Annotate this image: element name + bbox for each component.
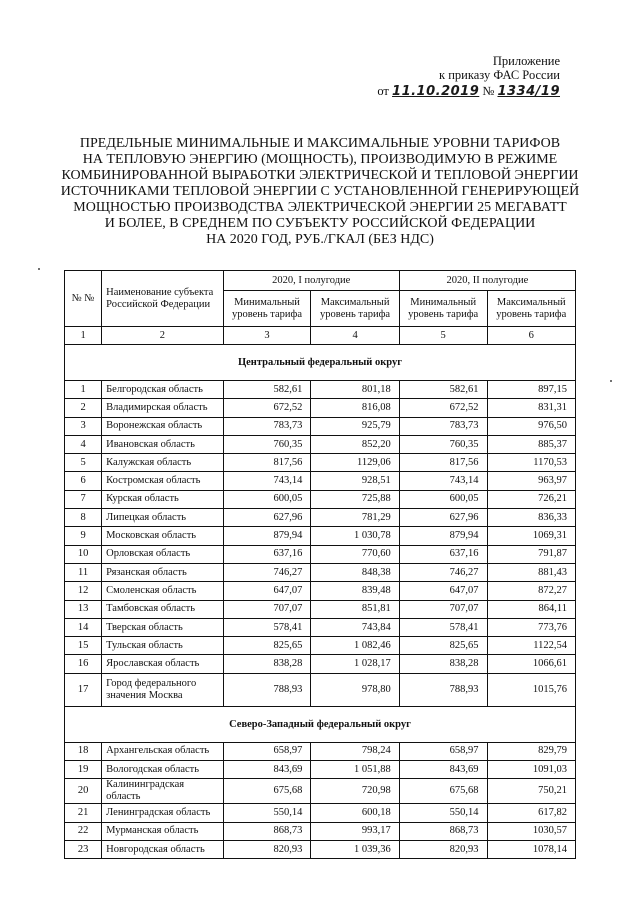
max-tariff-h2: 617,82	[487, 804, 575, 822]
min-tariff-h1: 746,27	[223, 563, 311, 581]
max-tariff-h2: 1069,31	[487, 527, 575, 545]
row-number: 11	[65, 563, 102, 581]
row-number: 18	[65, 742, 102, 760]
min-tariff-h2: 647,07	[399, 582, 487, 600]
min-tariff-h1: 843,69	[223, 761, 311, 779]
min-tariff-h1: 868,73	[223, 822, 311, 840]
min-tariff-h2: 582,61	[399, 381, 487, 399]
row-number: 2	[65, 399, 102, 417]
max-tariff-h2: 836,33	[487, 509, 575, 527]
max-tariff-h1: 848,38	[311, 563, 399, 581]
max-tariff-h2: 831,31	[487, 399, 575, 417]
header-period-1: 2020, I полугодие	[223, 271, 399, 291]
min-tariff-h1: 627,96	[223, 509, 311, 527]
region-name: Рязанская область	[102, 563, 224, 581]
region-name: Курская область	[102, 490, 224, 508]
row-number: 8	[65, 509, 102, 527]
max-tariff-h2: 1066,61	[487, 655, 575, 673]
min-tariff-h1: 707,07	[223, 600, 311, 618]
min-tariff-h2: 788,93	[399, 673, 487, 706]
scan-speck	[38, 268, 40, 270]
min-tariff-h1: 817,56	[223, 454, 311, 472]
max-tariff-h1: 993,17	[311, 822, 399, 840]
table-row	[65, 673, 576, 706]
order-date: 11.10.2019	[392, 84, 480, 99]
min-tariff-h1: 550,14	[223, 804, 311, 822]
min-tariff-h1: 788,93	[223, 673, 311, 706]
region-name: Тамбовская область	[102, 600, 224, 618]
min-tariff-h1: 582,61	[223, 381, 311, 399]
region-name: Ленинградская область	[102, 804, 224, 822]
max-tariff-h1: 1 028,17	[311, 655, 399, 673]
min-tariff-h2: 600,05	[399, 490, 487, 508]
min-tariff-h2: 868,73	[399, 822, 487, 840]
title-line: КОМБИНИРОВАННОЙ ВЫРАБОТКИ ЭЛЕКТРИЧЕСКОЙ И ТЕПЛОВОЙ ЭНЕРГИИ	[61, 168, 579, 183]
min-tariff-h2: 550,14	[399, 804, 487, 822]
federal-district-row	[65, 706, 576, 742]
table-row	[65, 381, 576, 399]
title-line: И БОЛЕЕ, В СРЕДНЕМ ПО СУБЪЕКТУ РОССИЙСКОЙ ФЕДЕРАЦИИ	[104, 216, 536, 231]
row-number: 10	[65, 545, 102, 563]
row-number: 22	[65, 822, 102, 840]
region-name: Владимирская область	[102, 399, 224, 417]
order-line	[330, 84, 560, 99]
max-tariff-h2: 750,21	[487, 779, 575, 804]
table-row	[65, 618, 576, 636]
region-name: Мурманская область	[102, 822, 224, 840]
table-row	[65, 563, 576, 581]
min-tariff-h2: 760,35	[399, 435, 487, 453]
max-tariff-h2: 1122,54	[487, 637, 575, 655]
region-name: Город федерального значения Москва	[102, 673, 224, 706]
min-tariff-h2: 820,93	[399, 840, 487, 858]
min-tariff-h1: 658,97	[223, 742, 311, 760]
row-number: 7	[65, 490, 102, 508]
table-row	[65, 399, 576, 417]
row-number: 20	[65, 779, 102, 804]
column-number: 5	[399, 327, 487, 345]
min-tariff-h2: 817,56	[399, 454, 487, 472]
min-tariff-h2: 627,96	[399, 509, 487, 527]
max-tariff-h1: 1 051,88	[311, 761, 399, 779]
table-row	[65, 417, 576, 435]
scan-speck	[610, 380, 612, 382]
min-tariff-h2: 743,14	[399, 472, 487, 490]
max-tariff-h2: 897,15	[487, 381, 575, 399]
document-title	[60, 136, 580, 248]
federal-district-title: Центральный федеральный округ	[65, 345, 576, 381]
row-number: 16	[65, 655, 102, 673]
table-header-row	[65, 271, 576, 291]
max-tariff-h1: 781,29	[311, 509, 399, 527]
max-tariff-h1: 978,80	[311, 673, 399, 706]
max-tariff-h2: 976,50	[487, 417, 575, 435]
max-tariff-h2: 1078,14	[487, 840, 575, 858]
table-row	[65, 509, 576, 527]
table-row	[65, 472, 576, 490]
min-tariff-h1: 647,07	[223, 582, 311, 600]
max-tariff-h2: 726,21	[487, 490, 575, 508]
table-row	[65, 822, 576, 840]
max-tariff-h1: 770,60	[311, 545, 399, 563]
region-name: Тульская область	[102, 637, 224, 655]
region-name: Орловская область	[102, 545, 224, 563]
row-number: 9	[65, 527, 102, 545]
order-no-label: №	[482, 84, 495, 98]
table-row	[65, 527, 576, 545]
max-tariff-h2: 885,37	[487, 435, 575, 453]
min-tariff-h2: 658,97	[399, 742, 487, 760]
max-tariff-h1: 743,84	[311, 618, 399, 636]
column-number: 4	[311, 327, 399, 345]
column-number: 6	[487, 327, 575, 345]
region-name: Ярославская область	[102, 655, 224, 673]
region-name: Белгородская область	[102, 381, 224, 399]
table-row	[65, 779, 576, 804]
max-tariff-h1: 925,79	[311, 417, 399, 435]
region-name: Архангельская область	[102, 742, 224, 760]
max-tariff-h2: 791,87	[487, 545, 575, 563]
title-line: ИСТОЧНИКАМИ ТЕПЛОВОЙ ЭНЕРГИИ С УСТАНОВЛЕННОЙ ГЕНЕРИРУЮЩЕЙ	[60, 184, 580, 199]
min-tariff-h1: 600,05	[223, 490, 311, 508]
table-row	[65, 804, 576, 822]
table-body	[65, 345, 576, 859]
min-tariff-h1: 760,35	[223, 435, 311, 453]
region-name: Воронежская область	[102, 417, 224, 435]
row-number: 13	[65, 600, 102, 618]
max-tariff-h1: 851,81	[311, 600, 399, 618]
row-number: 12	[65, 582, 102, 600]
max-tariff-h2: 872,27	[487, 582, 575, 600]
min-tariff-h1: 820,93	[223, 840, 311, 858]
max-tariff-h1: 928,51	[311, 472, 399, 490]
min-tariff-h1: 672,52	[223, 399, 311, 417]
federal-district-title: Северо-Западный федеральный округ	[65, 706, 576, 742]
table-row	[65, 582, 576, 600]
row-number: 4	[65, 435, 102, 453]
title-line: ПРЕДЕЛЬНЫЕ МИНИМАЛЬНЫЕ И МАКСИМАЛЬНЫЕ УРОВНИ ТАРИФОВ	[79, 136, 561, 151]
table-row	[65, 637, 576, 655]
region-name: Смоленская область	[102, 582, 224, 600]
appendix-label: Приложение	[492, 54, 560, 68]
column-number-row	[65, 327, 576, 345]
header-region-name: Наименование субъекта Российской Федерации	[102, 271, 224, 327]
min-tariff-h2: 675,68	[399, 779, 487, 804]
max-tariff-h2: 1170,53	[487, 454, 575, 472]
min-tariff-h1: 825,65	[223, 637, 311, 655]
region-name: Новгородская область	[102, 840, 224, 858]
max-tariff-h1: 1129,06	[311, 454, 399, 472]
max-tariff-h1: 816,08	[311, 399, 399, 417]
title-line: НА ТЕПЛОВУЮ ЭНЕРГИЮ (МОЩНОСТЬ), ПРОИЗВОДИМУЮ В РЕЖИМЕ	[82, 152, 558, 167]
min-tariff-h1: 675,68	[223, 779, 311, 804]
region-name: Вологодская область	[102, 761, 224, 779]
max-tariff-h1: 852,20	[311, 435, 399, 453]
header-max-1: Максимальный уровень тарифа	[311, 291, 399, 327]
region-name: Тверская область	[102, 618, 224, 636]
max-tariff-h1: 600,18	[311, 804, 399, 822]
max-tariff-h1: 720,98	[311, 779, 399, 804]
max-tariff-h1: 725,88	[311, 490, 399, 508]
min-tariff-h2: 838,28	[399, 655, 487, 673]
max-tariff-h2: 773,76	[487, 618, 575, 636]
max-tariff-h1: 798,24	[311, 742, 399, 760]
table-row	[65, 600, 576, 618]
title-line: МОЩНОСТЬЮ ПРОИЗВОДСТВА ЭЛЕКТРИЧЕСКОЙ ЭНЕРГИИ 25 МЕГАВАТТ	[73, 200, 567, 215]
row-number: 3	[65, 417, 102, 435]
min-tariff-h1: 838,28	[223, 655, 311, 673]
table-row	[65, 761, 576, 779]
table-row	[65, 435, 576, 453]
region-name: Калужская область	[102, 454, 224, 472]
header-min-2: Минимальный уровень тарифа	[399, 291, 487, 327]
table-row	[65, 655, 576, 673]
table-row	[65, 545, 576, 563]
max-tariff-h1: 1 030,78	[311, 527, 399, 545]
max-tariff-h1: 1 039,36	[311, 840, 399, 858]
min-tariff-h1: 879,94	[223, 527, 311, 545]
min-tariff-h1: 578,41	[223, 618, 311, 636]
max-tariff-h2: 881,43	[487, 563, 575, 581]
tariff-table	[64, 270, 576, 859]
order-number: 1334/19	[497, 84, 560, 99]
max-tariff-h1: 1 082,46	[311, 637, 399, 655]
min-tariff-h1: 783,73	[223, 417, 311, 435]
order-prefix: от	[377, 84, 389, 98]
appendix-order-ref: к приказу ФАС России	[439, 68, 560, 82]
min-tariff-h2: 783,73	[399, 417, 487, 435]
min-tariff-h2: 637,16	[399, 545, 487, 563]
min-tariff-h1: 637,16	[223, 545, 311, 563]
row-number: 14	[65, 618, 102, 636]
row-number: 15	[65, 637, 102, 655]
max-tariff-h2: 864,11	[487, 600, 575, 618]
row-number: 21	[65, 804, 102, 822]
region-name: Калининградская область	[102, 779, 224, 804]
federal-district-row	[65, 345, 576, 381]
min-tariff-h2: 707,07	[399, 600, 487, 618]
region-name: Липецкая область	[102, 509, 224, 527]
max-tariff-h2: 829,79	[487, 742, 575, 760]
region-name: Московская область	[102, 527, 224, 545]
max-tariff-h2: 963,97	[487, 472, 575, 490]
max-tariff-h2: 1015,76	[487, 673, 575, 706]
region-name: Костромская область	[102, 472, 224, 490]
column-number: 2	[102, 327, 224, 345]
column-number: 1	[65, 327, 102, 345]
appendix-block	[330, 54, 560, 99]
header-min-1: Минимальный уровень тарифа	[223, 291, 311, 327]
table-row	[65, 490, 576, 508]
min-tariff-h2: 746,27	[399, 563, 487, 581]
title-line: НА 2020 ГОД, РУБ./ГКАЛ (БЕЗ НДС)	[206, 232, 434, 247]
header-max-2: Максимальный уровень тарифа	[487, 291, 575, 327]
row-number: 5	[65, 454, 102, 472]
row-number: 23	[65, 840, 102, 858]
max-tariff-h2: 1091,03	[487, 761, 575, 779]
table-row	[65, 840, 576, 858]
column-number: 3	[223, 327, 311, 345]
min-tariff-h1: 743,14	[223, 472, 311, 490]
table-row	[65, 742, 576, 760]
min-tariff-h2: 672,52	[399, 399, 487, 417]
region-name: Ивановская область	[102, 435, 224, 453]
header-number: № №	[65, 271, 102, 327]
max-tariff-h1: 839,48	[311, 582, 399, 600]
header-period-2: 2020, II полугодие	[399, 271, 575, 291]
min-tariff-h2: 879,94	[399, 527, 487, 545]
min-tariff-h2: 843,69	[399, 761, 487, 779]
row-number: 17	[65, 673, 102, 706]
row-number: 1	[65, 381, 102, 399]
row-number: 19	[65, 761, 102, 779]
max-tariff-h2: 1030,57	[487, 822, 575, 840]
table-row	[65, 454, 576, 472]
min-tariff-h2: 578,41	[399, 618, 487, 636]
row-number: 6	[65, 472, 102, 490]
max-tariff-h1: 801,18	[311, 381, 399, 399]
min-tariff-h2: 825,65	[399, 637, 487, 655]
